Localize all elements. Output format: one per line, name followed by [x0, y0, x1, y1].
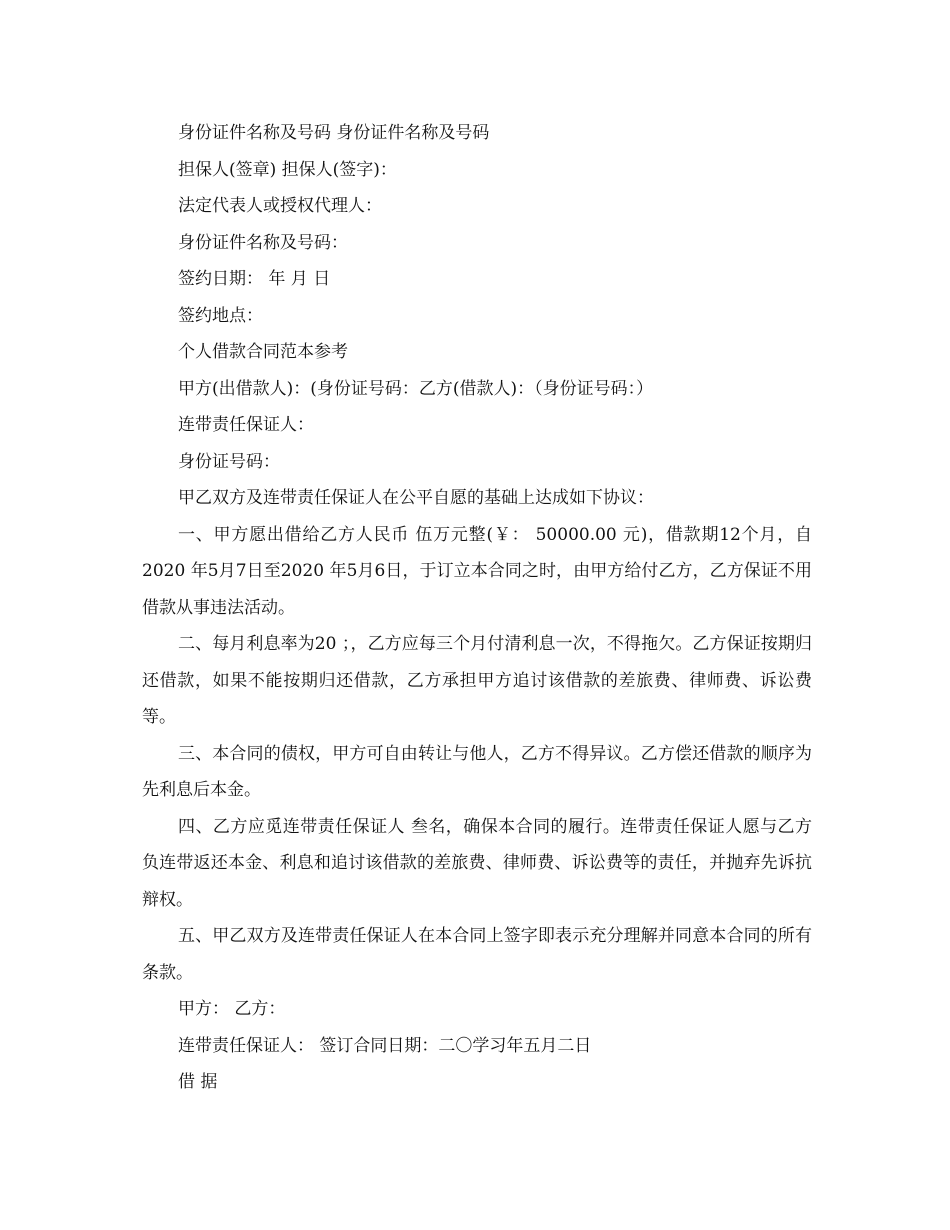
text-line: 甲方(出借款人)：(身份证号码：乙方(借款人)：（身份证号码：） [178, 378, 654, 399]
signature-line: 甲方： 乙方： [178, 999, 286, 1019]
clause-paragraph: 二、每月利息率为20 ；，乙方应每三个月付清利息一次，不得拖欠。乙方保证按期归还借款，如果不能按期归还借款，乙方承担甲方追讨该借款的差旅费、律师费、诉讼费等。 [142, 634, 812, 727]
document-body [142, 115, 812, 1101]
clause-paragraph: 四、乙方应觅连带责任保证人 叁名，确保本合同的履行。连带责任保证人愿与乙方负连带返还本金、利息和追讨该借款的差旅费、律师费、诉讼费等的责任，并抛弃先诉抗辩权。 [142, 816, 812, 910]
text-line: 连带责任保证人： [178, 415, 314, 435]
text-line: 法定代表人或授权代理人： [178, 196, 382, 216]
clause-paragraph: 一、甲方愿出借给乙方人民币 伍万元整(￥： 50000.00 元)，借款期12个月，自2020 年5月7日至2020 年5月6日，于订立本合同之时，由甲方给付乙方，乙方保证不用借款从事违法活动。 [142, 524, 812, 618]
clause-paragraph: 五、甲乙双方及连带责任保证人在本合同上签字即表示充分理解并同意本合同的所有条款。 [142, 926, 812, 983]
text-line: 签约地点： [178, 305, 263, 326]
receipt-heading: 借 据 [178, 1072, 218, 1092]
text-line: 担保人(签章) 担保人(签字)： [178, 159, 397, 180]
text-line: 签约日期： 年 月 日 [178, 269, 331, 289]
clause-paragraph: 三、本合同的债权，甲方可自由转让与他人，乙方不得异议。乙方偿还借款的顺序为先利息后本金。 [142, 743, 812, 800]
text-line: 身份证件名称及号码： [178, 232, 348, 253]
text-line: 甲乙双方及连带责任保证人在公平自愿的基础上达成如下协议： [178, 488, 654, 508]
text-line: 身份证件名称及号码 身份证件名称及号码 [178, 123, 490, 143]
contract-title: 个人借款合同范本参考 [178, 342, 348, 362]
text-line: 身份证号码： [178, 451, 280, 472]
signature-line: 连带责任保证人： 签订合同日期：二〇学习年五月二日 [178, 1035, 592, 1056]
